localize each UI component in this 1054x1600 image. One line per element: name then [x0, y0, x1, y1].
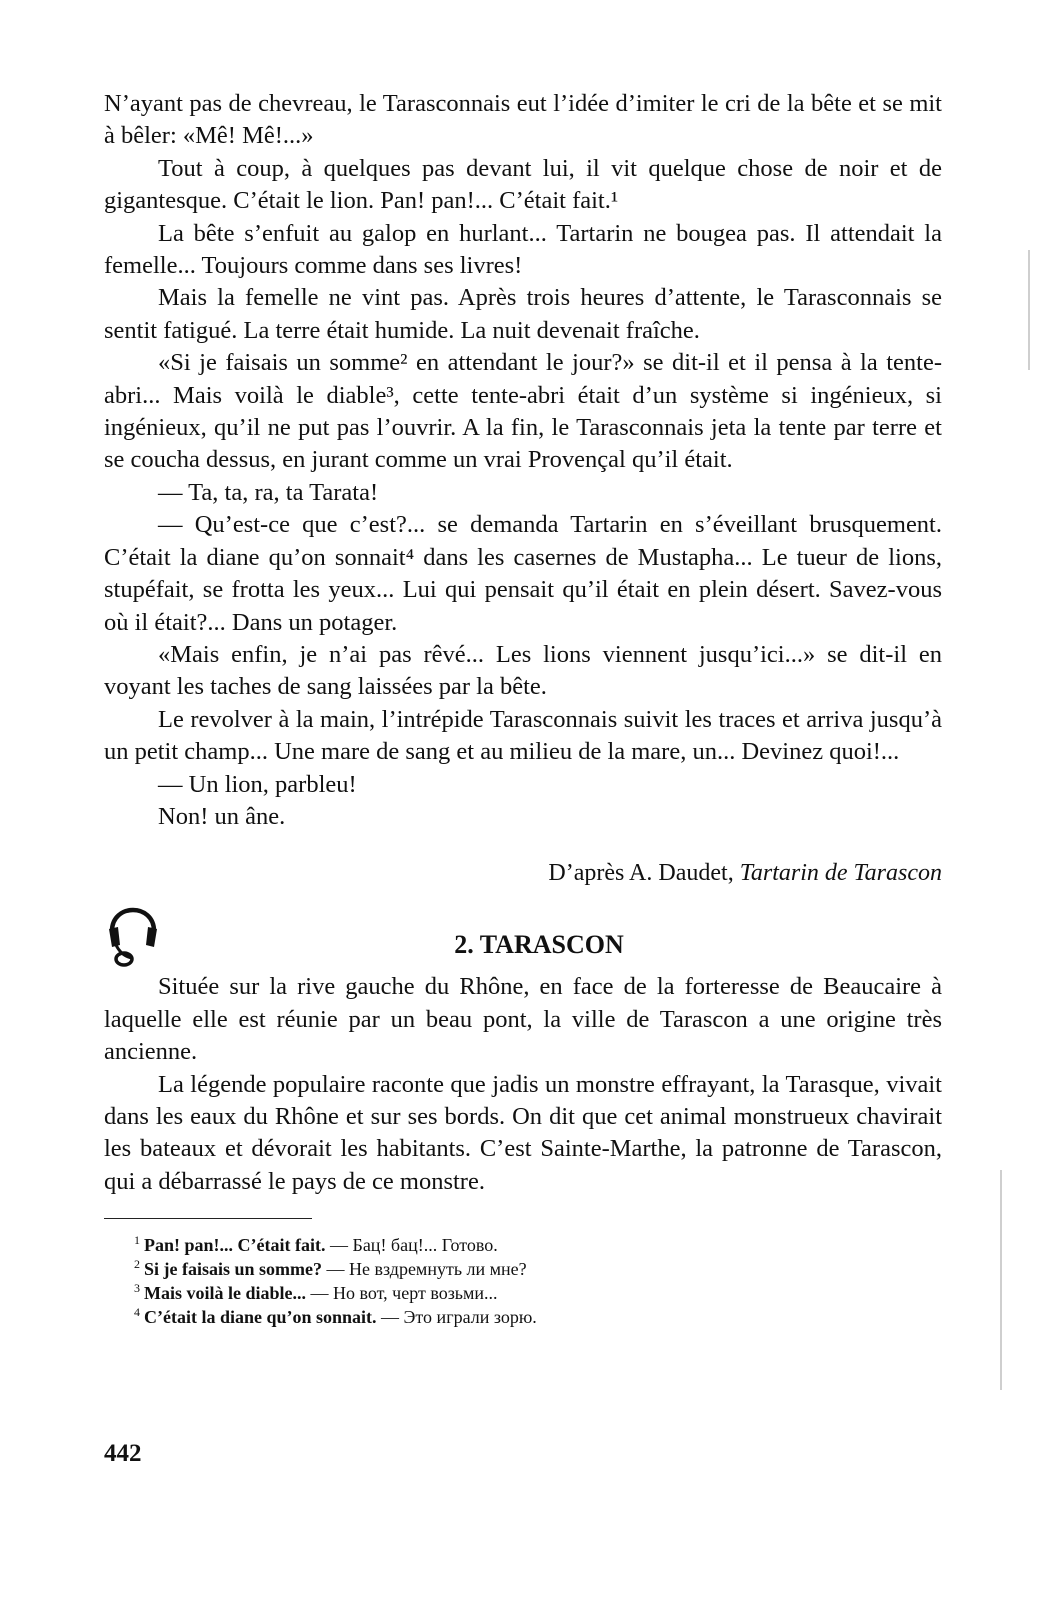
footnote: [104, 1233, 942, 1257]
paragraph: La légende populaire raconte que jadis un monstre effrayant, la Tarasque, vivait dans les eaux du Rhône et sur ses bords. On dit que cet animal monstrueux chavirait les bateaux et dévorait les habitants. C’est Sainte-Marthe, la patronne de Tarascon, qui a débarrassé le pays de ce monstre.: [104, 1070, 942, 1195]
scan-edge-mark: [1028, 250, 1030, 370]
footnote-term: Pan! pan!... C’était fait.: [144, 1235, 326, 1256]
paragraph: La bête s’enfuit au galop en hurlant... Tartarin ne bougea pas. Il attendait la femelle... Toujours comme dans ses livres!: [104, 219, 942, 280]
paragraph: Mais la femelle ne vint pas. Après trois heures d’attente, le Tarasconnais se sentit fatigué. La terre était humide. La nuit devenait fraîche.: [104, 284, 942, 344]
attribution-author: D’après A. Daudet,: [548, 860, 740, 887]
dialogue-line: — Un lion, parbleu!: [158, 770, 357, 798]
excerpt-text: [104, 88, 942, 833]
paragraph: «Si je faisais un somme² en attendant le jour?» se dit-il et il pensa à la tente-abri... Mais voilà le diable³, cette tente-abri était d’un système si ingénieux, si ingénieux, qu’il ne put pas l’ouvrir. A la fin, le Tarasconnais jeta la tente par terre et se coucha dessus, en jurant comme un vrai Provençal qu’il était.: [104, 349, 942, 474]
footnote-term: Si je faisais un somme?: [144, 1259, 323, 1280]
paragraph: Située sur la rive gauche du Rhône, en face de la forteresse de Beaucaire à laquelle elle est réunie par un beau pont, la ville de Tarascon a une origine très ancienne.: [104, 973, 942, 1066]
section-text: [104, 971, 942, 1198]
paragraph: Tout à coup, à quelques pas devant lui, il vit quelque chose de noir et de gigantesque. C’était le lion. Pan! pan!... C’était fait.¹: [104, 154, 942, 215]
footnote-translation: — Не вздремнуть ли мне?: [322, 1259, 527, 1280]
page-content: [104, 88, 942, 1329]
footnote-translation: — Это играли зорю.: [376, 1307, 537, 1328]
footnote-number: 4: [134, 1305, 140, 1320]
footnote-term: Mais voilà le diable...: [144, 1283, 306, 1304]
page-number: 442: [104, 1440, 142, 1467]
scan-edge-mark: [1000, 1170, 1002, 1390]
section-header: [104, 907, 942, 971]
footnote-translation: — Но вот, черт возьми...: [306, 1283, 498, 1304]
footnote-number: 1: [134, 1233, 140, 1248]
footnote-number: 3: [134, 1281, 140, 1296]
section-title: 2. TARASCON: [454, 930, 624, 960]
footnotes: [104, 1233, 942, 1329]
footnote-divider: [104, 1218, 312, 1219]
paragraph: «Mais enfin, je n’ai pas rêvé... Les lions viennent jusqu’ici...» se dit-il en voyant les taches de sang laissées par la bête.: [104, 640, 942, 701]
footnote: [104, 1257, 942, 1281]
footnote: [104, 1281, 942, 1305]
paragraph: Le revolver à la main, l’intrépide Tarasconnais suivit les traces et arriva jusqu’à un petit champ... Une mare de sang et au milieu de la mare, un... Devinez quoi!...: [104, 705, 942, 766]
dialogue-line: — Ta, ta, ra, ta Tarata!: [158, 478, 379, 506]
footnote-translation: — Бац! бац!... Готово.: [325, 1235, 498, 1256]
attribution-work-title: Tartarin de Tarascon: [739, 860, 942, 887]
footnote: [104, 1305, 942, 1329]
footnote-number: 2: [134, 1257, 140, 1272]
paragraph: — Qu’est-ce que c’est?... se demanda Tartarin en s’éveillant brusquement. C’était la diane qu’on sonnait⁴ dans les casernes de Mustapha... Le tueur de lions, stupéfait, se frotta les yeux... Lui qui pensait qu’il était en plein désert. Savez-vous où il était?... Dans un potager.: [104, 511, 942, 636]
paragraph: Non! un âne.: [158, 802, 286, 830]
footnote-term: C’était la diane qu’on sonnait.: [144, 1307, 377, 1328]
paragraph: N’ayant pas de chevreau, le Tarasconnais eut l’idée d’imiter le cri de la bête et se mit à bêler: «Mê! Mê!...»: [104, 90, 942, 150]
attribution: [104, 857, 942, 889]
